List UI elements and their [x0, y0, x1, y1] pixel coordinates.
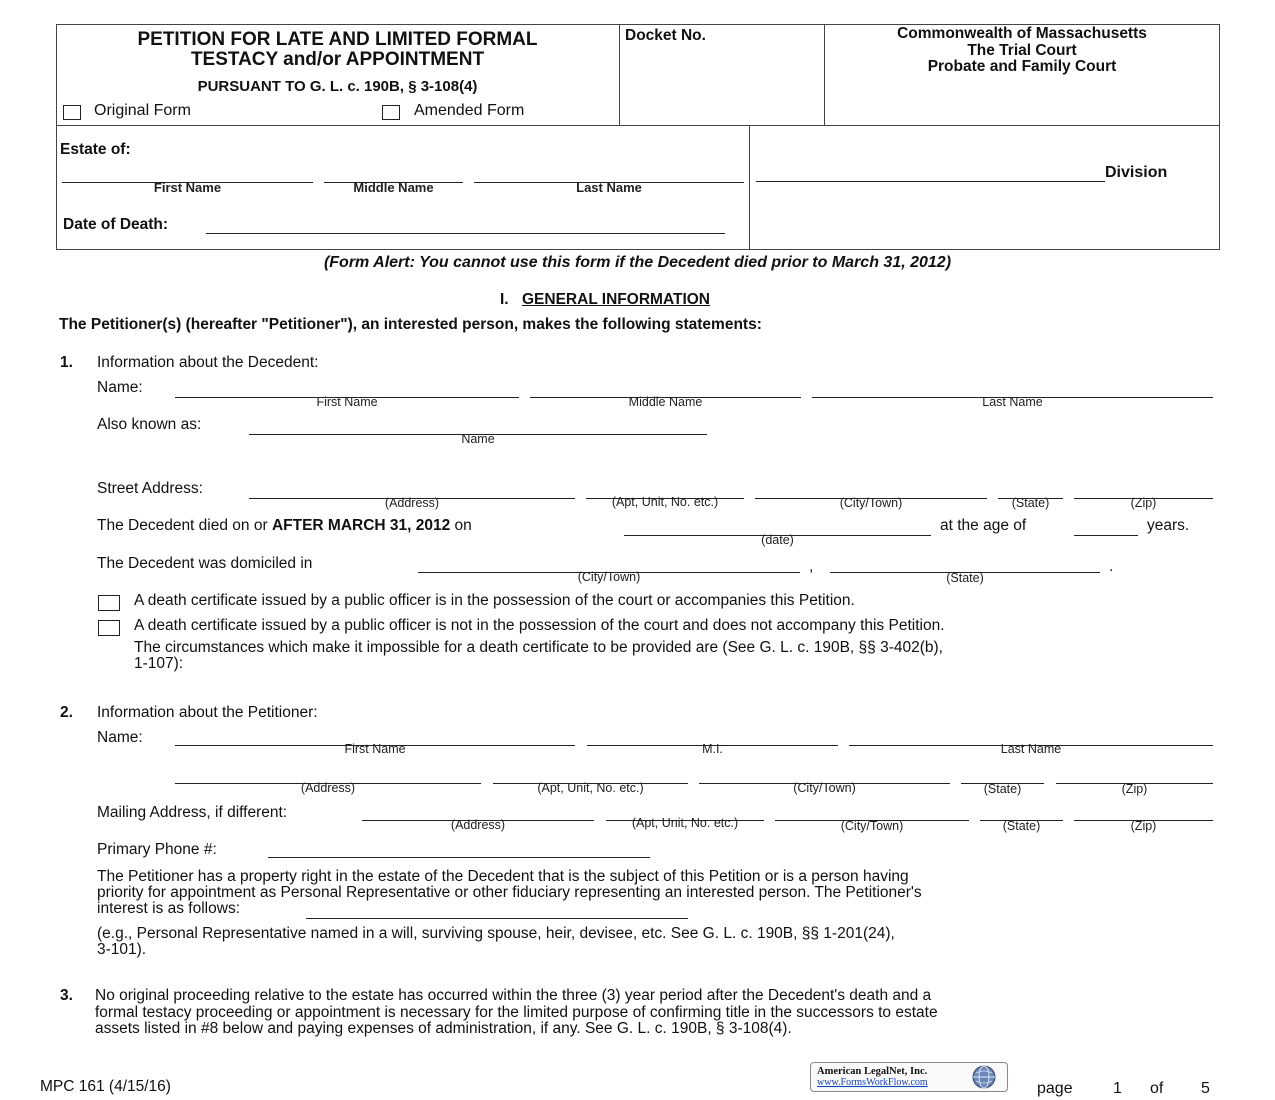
division-label: Division: [1105, 164, 1168, 181]
court-line3: Probate and Family Court: [927, 58, 1117, 75]
original-form-checkbox[interactable]: [63, 105, 81, 120]
decedent-middle-name-caption: Middle Name: [628, 395, 703, 409]
form-title-line2: TESTACY and/or APPOINTMENT: [190, 49, 485, 70]
item2-number: 2.: [60, 704, 73, 721]
date-caption: (date): [761, 533, 794, 547]
mailing-apt-caption: (Apt, Unit, No. etc.): [631, 816, 739, 830]
amended-form-label: Amended Form: [414, 102, 525, 119]
interest-line1: The Petitioner has a property right in the estate of the Decedent that is the subject of this Petition or is a person having: [97, 868, 909, 885]
years-label: years.: [1147, 517, 1190, 534]
decedent-address-caption: (Address): [384, 496, 440, 510]
domicile-city-caption: (City/Town): [577, 570, 641, 584]
mailing-zip-caption: (Zip): [1130, 819, 1157, 833]
form-title-line1: PETITION FOR LATE AND LIMITED FORMAL: [137, 29, 538, 50]
decedent-city-caption: (City/Town): [839, 496, 903, 510]
petitioner-first-name-caption: First Name: [344, 742, 406, 756]
badge-url: www.FormsWorkFlow.com: [817, 1077, 928, 1088]
item1-title: Information about the Decedent:: [97, 354, 319, 371]
decedent-zip-caption: (Zip): [1130, 496, 1157, 510]
division-field[interactable]: [756, 181, 1105, 182]
interest-line3: interest is as follows:: [97, 900, 240, 917]
age-field[interactable]: [1074, 535, 1138, 536]
phone-label: Primary Phone #:: [97, 841, 217, 858]
amended-form-checkbox[interactable]: [382, 105, 400, 120]
decedent-first-name-caption: First Name: [316, 395, 378, 409]
estate-last-name-caption: Last Name: [576, 180, 642, 195]
circumstances-line1: The circumstances which make it impossible for a death certificate to be provided are (See G. L. c. 190B, §§ 3-402(b),: [134, 639, 943, 656]
street-address-label: Street Address:: [97, 480, 203, 497]
circumstances-line2: 1-107):: [134, 655, 184, 672]
phone-field[interactable]: [268, 857, 650, 858]
decedent-state-caption: (State): [1011, 496, 1050, 510]
estate-label: Estate of:: [60, 141, 131, 158]
petitioner-address-caption: (Address): [300, 781, 356, 795]
globe-icon: [971, 1064, 997, 1090]
page-total: 5: [1201, 1080, 1210, 1097]
estate-middle-name-caption: Middle Name: [353, 180, 434, 195]
item3-line3: assets listed in #8 below and paying expenses of administration, if any. See G. L. c. 190B, § 3-108(4).: [95, 1020, 792, 1037]
item3-line2: formal testacy proceeding or appointment is necessary for the limited purpose of confirming title in the successors to estate: [95, 1004, 938, 1021]
estate-first-name-caption: First Name: [153, 180, 222, 195]
docket-label: Docket No.: [625, 27, 706, 44]
mailing-city-caption: (City/Town): [840, 819, 904, 833]
date-of-death-label: Date of Death:: [63, 216, 169, 233]
mailing-address-label: Mailing Address, if different:: [97, 804, 288, 821]
page-of-label: of: [1150, 1080, 1164, 1097]
petitioner-apt-caption: (Apt, Unit, No. etc.): [537, 781, 644, 795]
docket-number-field[interactable]: [622, 50, 822, 122]
american-legalnet-badge: [810, 1062, 1008, 1092]
petitioner-zip-caption: (Zip): [1121, 782, 1148, 796]
date-of-death-field[interactable]: [206, 233, 725, 234]
cert-not-in-possession-label: A death certificate issued by a public officer is not in the possession of the court and does not accompany this Petition.: [134, 617, 945, 634]
section-heading: GENERAL INFORMATION: [522, 291, 711, 308]
decedent-apt-caption: (Apt, Unit, No. etc.): [611, 495, 719, 509]
statute-reference: PURSUANT TO G. L. c. 190B, § 3-108(4): [197, 78, 478, 95]
item2-title: Information about the Petitioner:: [97, 704, 318, 721]
estate-divider: [749, 125, 750, 250]
cert-in-possession-checkbox[interactable]: [98, 595, 120, 611]
original-form-label: Original Form: [94, 102, 191, 119]
interest-example-line2: 3-101).: [97, 941, 147, 958]
domicile-comma: ,: [809, 558, 814, 575]
interest-field[interactable]: [306, 918, 688, 919]
died-text-on: on: [454, 517, 472, 534]
petitioner-mi-caption: M.I.: [702, 742, 723, 756]
item3-line1: No original proceeding relative to the estate has occurred within the three (3) year period after the Decedent's death and a: [95, 987, 932, 1004]
aka-name-caption: Name: [461, 432, 495, 446]
petitioner-city-caption: (City/Town): [793, 781, 856, 795]
header-divider-1: [619, 24, 620, 126]
decedent-last-name-caption: Last Name: [982, 395, 1043, 409]
form-code: MPC 161 (4/15/16): [40, 1078, 171, 1095]
court-line2: The Trial Court: [967, 42, 1077, 59]
decedent-name-label: Name:: [97, 379, 143, 396]
aka-label: Also known as:: [97, 416, 202, 433]
died-text-pre: The Decedent died on or: [97, 517, 268, 534]
domicile-state-caption: (State): [946, 571, 984, 585]
page-label: page: [1037, 1080, 1073, 1097]
mailing-address-caption: (Address): [450, 818, 506, 832]
died-text: [97, 517, 472, 535]
circumstances-field[interactable]: [134, 674, 1214, 698]
court-line1: Commonwealth of Massachusetts: [897, 25, 1147, 42]
died-text-bold: AFTER MARCH 31, 2012: [271, 517, 451, 534]
item3-number: 3.: [60, 987, 73, 1004]
domicile-period: .: [1109, 558, 1114, 575]
domiciled-label: The Decedent was domiciled in: [97, 555, 313, 572]
interest-example-line1: (e.g., Personal Representative named in a will, surviving spouse, heir, devisee, etc. See G. L. c. 190B, §§ 1-201(24),: [97, 925, 895, 942]
cert-not-in-possession-checkbox[interactable]: [98, 620, 120, 636]
interest-line2: priority for appointment as Personal Representative or other fiduciary representing an interested person. The Petitioner's: [97, 884, 922, 901]
item1-number: 1.: [60, 354, 73, 371]
petitioner-intro: The Petitioner(s) (hereafter "Petitioner"), an interested person, makes the following statements:: [59, 316, 762, 333]
page-number: 1: [1113, 1080, 1122, 1097]
badge-name: American LegalNet, Inc.: [817, 1066, 928, 1077]
at-age-label: at the age of: [940, 517, 1027, 534]
section-number: I.: [500, 291, 509, 308]
mailing-state-caption: (State): [1002, 819, 1041, 833]
petitioner-name-label: Name:: [97, 729, 143, 746]
petitioner-state-caption: (State): [983, 782, 1022, 796]
petitioner-last-name-caption: Last Name: [1000, 742, 1062, 756]
cert-in-possession-label: A death certificate issued by a public officer is in the possession of the court or accompanies this Petition.: [134, 592, 855, 609]
form-alert: (Form Alert: You cannot use this form if the Decedent died prior to March 31, 2012): [323, 254, 952, 271]
